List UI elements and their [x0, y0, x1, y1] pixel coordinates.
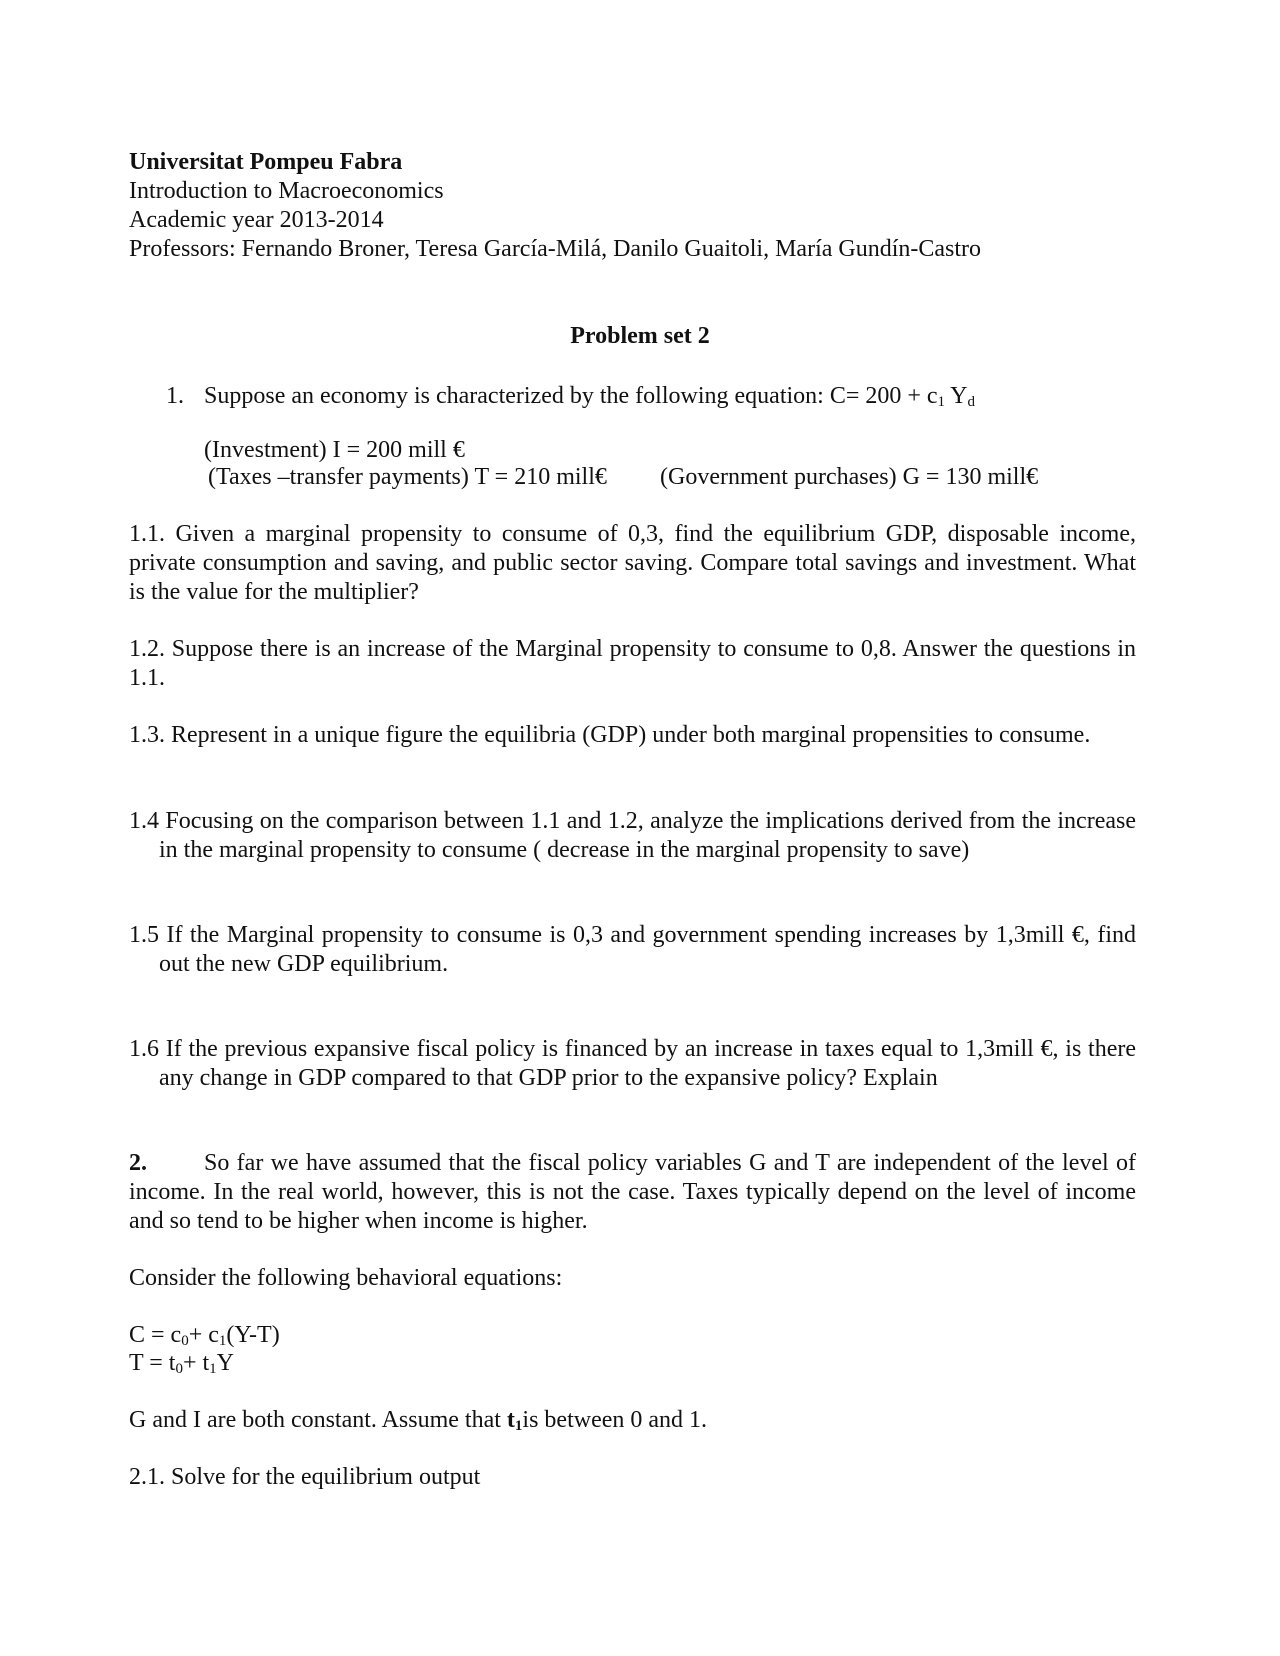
academic-year: Academic year 2013-2014: [129, 207, 384, 233]
constants-text-b: is between 0 and 1.: [522, 1407, 708, 1433]
question-2-number: 2.: [129, 1150, 147, 1176]
investment-value: (Investment) I = 200 mill €: [204, 437, 465, 463]
eq1-part-c: (Y-T): [226, 1322, 280, 1348]
question-1-3: 1.3. Represent in a unique figure the equilibria (GDP) under both marginal propensities to consume.: [129, 722, 1091, 748]
eq2-sub-0: 0: [175, 1361, 183, 1377]
yd-symbol: Y: [945, 383, 968, 409]
eq1-part-a: C = c: [129, 1322, 182, 1348]
question-1-intro: [166, 382, 975, 411]
yd-subscript: d: [967, 394, 975, 410]
question-1-1: 1.1. Given a marginal propensity to consume of 0,3, find the equilibrium GDP, disposable income, private consumption and saving, and public sector saving. Compare total savings and investment. What is the value for the multiplier?: [129, 521, 1136, 605]
question-1-5: 1.5 If the Marginal propensity to consume is 0,3 and government spending increases by 1,3mill €, find out the new GDP equilibrium.: [129, 922, 1136, 977]
eq1-part-b: + c: [188, 1322, 219, 1348]
t1-subscript: 1: [514, 1418, 523, 1434]
university-name: Universitat Pompeu Fabra: [129, 149, 403, 175]
page-title: Problem set 2: [570, 323, 710, 349]
professors: Professors: Fernando Broner, Teresa García-Milá, Danilo Guaitoli, María Gundín-Castro: [129, 236, 982, 262]
taxes-value: (Taxes –transfer payments) T = 210 mill€: [208, 464, 607, 490]
eq1-sub-1: 1: [218, 1333, 227, 1349]
question-2-text: So far we have assumed that the fiscal policy variables G and T are independent of the level of income. In the real world, however, this is not the case. Taxes typically depend on the level of income and so tend to be higher when income is higher.: [129, 1150, 1136, 1234]
constants-text-a: G and I are both constant. Assume that: [129, 1407, 507, 1433]
eq2-part-c: Y: [216, 1350, 234, 1376]
eq1-sub-0: 0: [181, 1333, 189, 1349]
document-header: [129, 148, 1136, 264]
constants-statement: [129, 1406, 707, 1435]
c1-subscript: 1: [937, 394, 946, 410]
question-1-6: 1.6 If the previous expansive fiscal policy is financed by an increase in taxes equal to 1,3mill €, is there any change in GDP compared to that GDP prior to the expansive policy? Explain: [129, 1036, 1136, 1091]
question-2-intro: [129, 1149, 1136, 1236]
question-1-number: 1.: [166, 383, 184, 409]
question-2-1: 2.1. Solve for the equilibrium output: [129, 1464, 481, 1490]
eq2-part-a: T = t: [129, 1350, 176, 1376]
question-1-2: 1.2. Suppose there is an increase of the Marginal propensity to consume to 0,8. Answer the questions in 1.1.: [129, 636, 1136, 691]
course-name: Introduction to Macroeconomics: [129, 178, 444, 204]
question-1-text: Suppose an economy is characterized by the following equation: C= 200 + c: [204, 383, 938, 409]
tax-equation: [129, 1349, 234, 1378]
eq2-sub-1: 1: [209, 1361, 217, 1377]
t1-symbol: t: [506, 1407, 515, 1433]
question-1-4: 1.4 Focusing on the comparison between 1.1 and 1.2, analyze the implications derived from the increase in the marginal propensity to consume ( decrease in the marginal propensity to save): [129, 808, 1136, 863]
eq2-part-b: + t: [182, 1350, 210, 1376]
consider-text: Consider the following behavioral equations:: [129, 1265, 563, 1291]
government-value: (Government purchases) G = 130 mill€: [660, 464, 1039, 490]
consumption-equation: [129, 1321, 280, 1350]
